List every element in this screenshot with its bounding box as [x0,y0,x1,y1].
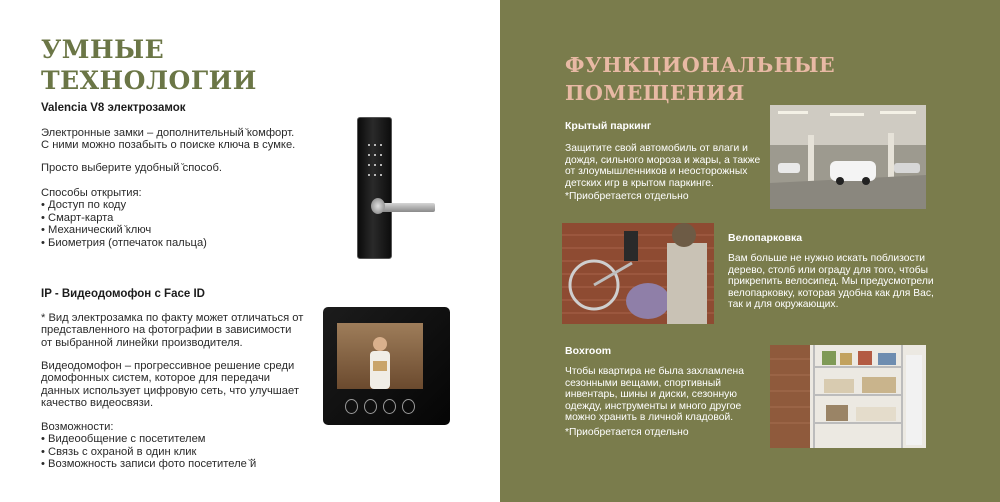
parking-photo [770,105,926,209]
intercom-heading: IP - Видеодомофон с Face ID [41,288,205,300]
boxroom-description: Чтобы квартира не была захламлена сезонными вещами, спортивный инвентарь, шины и диски, сезонную одежду, инструменты и много другое можно хранить в личной кладовой. [565,366,744,424]
visitor-figure [367,335,393,389]
intercom-note: * Вид электрозамка по факту может отличаться от представленного на фотографии в зависимости от выбранной линейки производителя. [41,312,304,349]
functional-rooms-panel [500,0,1000,502]
parking-heading: Крытый паркинг [565,120,652,132]
bike-parking-description: Вам больше не нужно искать поблизости дерево, столб или ограду для того, чтобы прикрепить велосипед. Мы предусмотрели велопарковку, которая удобна как для Вас, так и для окружающих. [728,253,934,311]
intercom-description: Видеодомофон – прогрессивное решение среди домофонных систем, которое для передачи данных использует цифровую сеть, что улучшает качество видеосвязи. [41,360,299,410]
lock-plate [357,117,392,259]
video-intercom-image [323,307,450,425]
bike-parking-photo [562,223,714,324]
lock-keypad [366,140,384,200]
functional-rooms-title: ФУНКЦИОНАЛЬНЫЕ ПОМЕЩЕНИЯ [565,53,836,105]
lock-knob [371,198,385,214]
smart-technologies-title: УМНЫЕ ТЕХНОЛОГИИ [41,35,257,95]
parking-description: Защитите свой автомобиль от влаги и дождя, сильного мороза и жары, а также от злоумышленников и неосторожных детских игр в крытом паркинге. [565,143,761,189]
bike-parking-heading: Велопарковка [728,232,803,244]
parking-note: *Приобретается отдельно [565,191,689,202]
lock-methods-list: Способы открытия: • Доступ по коду • Смарт-карта • Механический ̆ключ • Биометрия (отпечаток пальца) [41,187,207,249]
intercom-screen [337,323,423,389]
intercom-buttons [345,399,415,413]
lock-description: Электронные замки – дополнительный ̆комфорт. С ними можно позабыть о поиске ключа в сумке. [41,127,296,152]
intercom-features-list: Возможности: • Видеообщение с посетителем • Связь с охраной в один клик • Возможность записи фото посетителе ̆й [41,421,257,471]
boxroom-heading: Boxroom [565,345,612,357]
door-lock-image [357,117,437,259]
lock-heading: Valencia V8 электрозамок [41,102,186,114]
lock-choose-text: Просто выберите удобный ̆способ. [41,162,222,174]
boxroom-note: *Приобретается отдельно [565,427,689,438]
boxroom-photo [770,345,926,448]
